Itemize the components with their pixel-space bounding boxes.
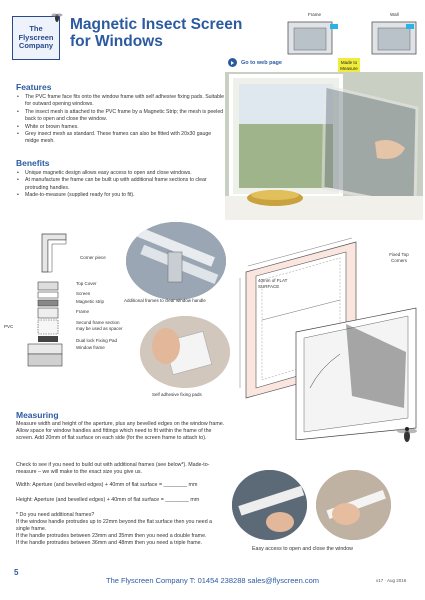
- page-title: [70, 16, 242, 50]
- top-cover-label: Top Cover: [76, 281, 97, 286]
- frame-wall-diagram: [280, 12, 420, 80]
- self-adhesive-label: Self adhesive fixing pads: [152, 392, 202, 397]
- title-line-2: for Windows: [70, 33, 163, 50]
- pvc-label: PVC: [4, 324, 14, 329]
- corner-piece-label: Corner piece: [80, 255, 106, 260]
- list-item: • White or brown frames.: [16, 124, 224, 131]
- additional-frames-label: Additional frames to clear window handle: [124, 298, 206, 303]
- list-item: • Grey insect mesh as standard. These frames can also be fitted with 20x30 gauge midge mesh.: [16, 131, 224, 146]
- wall-label: Wall: [390, 12, 399, 17]
- window-screen-photo: [225, 72, 423, 220]
- dual-lock-label: Dual lock Fixing Pad: [76, 338, 118, 343]
- version-label: v17 · Aug 2016: [376, 578, 407, 583]
- check-paragraph: Check to see if you need to build out with additional frames (see below*). Made-to-measure – we will make to the exact size you give us.: [16, 462, 210, 476]
- open-screen-photo-2: [316, 470, 391, 540]
- logo-line-2: Flyscreen: [18, 32, 54, 42]
- flat-surface-label: 40mm of FLAT SURFACE: [258, 278, 288, 289]
- screen-label: Screen: [76, 291, 91, 296]
- title-line-1: Magnetic Insect Screen: [70, 16, 243, 33]
- fly-icon: [50, 10, 64, 24]
- window-handle-photo: [126, 222, 226, 300]
- fixed-top-corners-label: Fixed Top Corners: [389, 252, 409, 263]
- features-list: [16, 94, 224, 146]
- magnetic-strip-label: Magnetic strip: [76, 299, 105, 304]
- second-frame-label: Second frame section may be used as spacer: [76, 320, 123, 331]
- height-formula: Height: Aperture (and bevelled edges) + 40mm of flat surface = ________ mm: [16, 497, 200, 503]
- footer-contact: The Flyscreen Company T: 01454 238288 sales@flyscreen.com: [106, 576, 319, 585]
- cross-section-drawing: [24, 280, 64, 368]
- triple-frame-note: If the handle protrudes between 36mm and 48mm then you need a triple frame.: [16, 540, 203, 546]
- additional-frames-question: * Do you need additional frames?: [16, 512, 95, 518]
- frame-label: Frame: [308, 12, 322, 17]
- features-heading: Features: [16, 82, 52, 92]
- measuring-heading: Measuring: [16, 410, 59, 420]
- page-number: 5: [14, 568, 19, 577]
- frame-part-label: Frame: [76, 309, 90, 314]
- list-item: • Made-to-measure (supplied ready for you to fit).: [16, 192, 224, 199]
- double-frame-note: If the handle protrudes between 23mm and 35mm then you need a double frame.: [16, 533, 207, 539]
- window-frame-label: Window frame: [76, 345, 105, 350]
- corner-piece-drawing: [34, 228, 74, 278]
- bottom-caption: Easy access to open and close the window: [252, 546, 353, 552]
- fly-icon: [396, 424, 418, 444]
- logo-line-1: The: [29, 24, 43, 34]
- adhesive-pad-photo: [140, 316, 230, 388]
- benefits-list: [16, 170, 224, 200]
- web-link-label: Go to web page: [241, 59, 282, 66]
- open-screen-photo-1: [232, 470, 307, 540]
- list-item: • At manufacture the frame can be built up with additional frame sections to clear protruding handles.: [16, 177, 224, 192]
- bottom-photos: [232, 470, 394, 540]
- measuring-paragraph: Measure width and height of the aperture, plus any bevelled edges on the window frame. Allow space for window handles and fittings which need to fit within the frame of the screen. Add 20mm of flat surface on each side (for the screen frame to attach to).: [16, 421, 225, 442]
- list-item: • The insect mesh is attached to the PVC frame by a Magnetic Strip; the mesh is peeled back to open and close the window.: [16, 109, 224, 124]
- width-formula: Width: Aperture (and bevelled edges) + 40mm of flat surface = ________ mm: [16, 482, 198, 488]
- frame-section-drawing: [280, 18, 420, 58]
- list-item: • Unique magnetic design allows easy access to open and close windows.: [16, 170, 224, 177]
- play-icon: [228, 58, 237, 67]
- logo-line-3: Company: [18, 41, 54, 51]
- benefits-heading: Benefits: [16, 158, 50, 168]
- single-frame-note: If the window handle protrudes up to 22mm beyond the flat surface then you need a single frame.: [16, 519, 213, 533]
- company-logo: [12, 16, 60, 60]
- list-item: • The PVC frame face fits onto the window frame with self adhesive fixing pads. Suitable for outward opening windows.: [16, 94, 224, 109]
- go-to-web-page-link[interactable]: [228, 58, 282, 67]
- made-to-measure-badge: Made to Measure: [338, 58, 360, 74]
